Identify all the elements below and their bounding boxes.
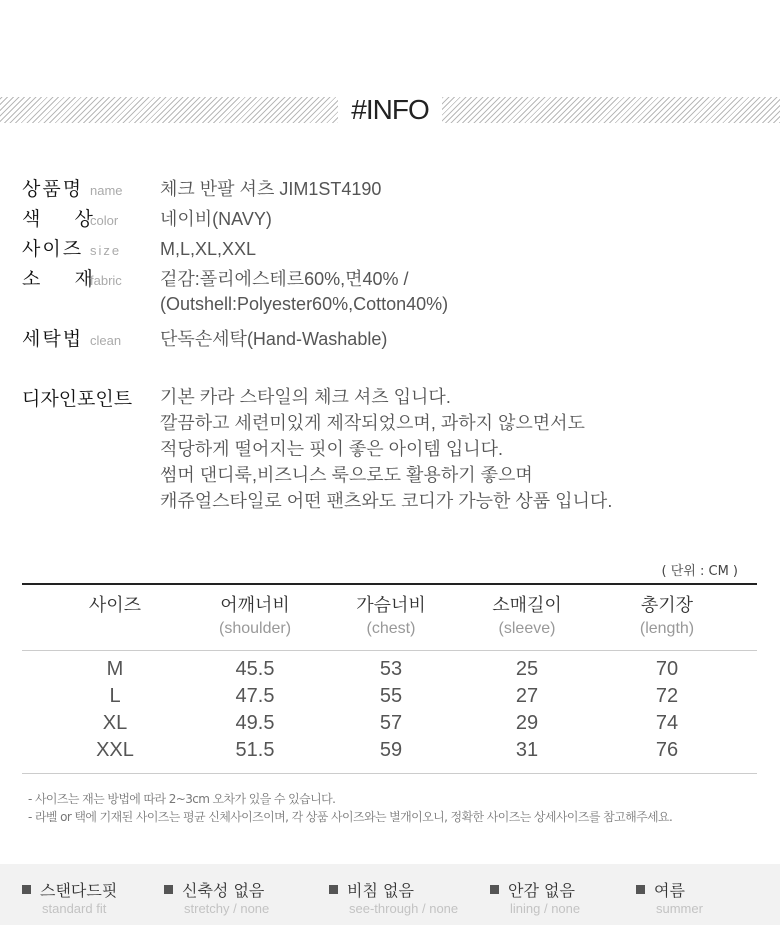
table-cell: M	[106, 658, 124, 680]
feature-season	[636, 878, 703, 917]
header-main: 가슴너비	[356, 595, 426, 616]
header-chest	[321, 585, 461, 641]
feature-label: 여름	[654, 881, 685, 900]
product-spec	[22, 174, 762, 354]
table-cell: 47.5	[235, 685, 275, 707]
table-cell: 45.5	[235, 658, 275, 680]
spec-value: 겉감:폴리에스테르60%,면40% /	[160, 269, 409, 289]
feature-label: 스탠다드핏	[40, 881, 118, 900]
table-header	[22, 585, 757, 651]
table-cell: XL	[102, 712, 128, 734]
design-line: 캐쥬얼스타일로 어떤 팬츠와도 코디가 가능한 상품 입니다.	[160, 491, 613, 511]
feature-label: 안감 없음	[508, 881, 575, 900]
table-cell: L	[109, 685, 121, 707]
square-bullet-icon	[22, 885, 31, 894]
header-sub: (length)	[639, 620, 695, 637]
design-line: 깔끔하고 세련미있게 제작되었으며, 과하지 않으면서도	[160, 413, 585, 433]
spec-value: 네이비(NAVY)	[160, 209, 272, 229]
square-bullet-icon	[164, 885, 173, 894]
design-line: 적당하게 떨어지는 핏이 좋은 아이템 입니다.	[160, 439, 503, 459]
spec-value: 단독손세탁(Hand-Washable)	[160, 329, 388, 349]
header-main: 총기장	[640, 595, 694, 616]
size-notes	[28, 790, 672, 826]
note-line: - 사이즈는 재는 방법에 따라 2~3cm 오차가 있을 수 있습니다.	[28, 792, 336, 806]
spec-label: 사이즈	[22, 238, 84, 260]
feature-sub: see-through / none	[349, 901, 459, 916]
spec-value: 체크 반팔 셔츠 JIM1ST4190	[160, 179, 382, 199]
design-point	[22, 384, 762, 514]
feature-sub: standard fit	[42, 901, 107, 916]
table-cell: 49.5	[235, 712, 275, 734]
header-main: 사이즈	[88, 595, 142, 616]
table-cell: XXL	[96, 739, 134, 761]
table-cell: 72	[655, 685, 679, 707]
spec-sub-label: color	[90, 213, 119, 228]
spec-label: 색 상	[22, 208, 95, 230]
header-main: 소매길이	[492, 595, 562, 616]
square-bullet-icon	[636, 885, 645, 894]
design-description	[160, 384, 612, 514]
header-sub: (chest)	[366, 620, 416, 637]
header-sub: (shoulder)	[218, 620, 292, 637]
header-length	[597, 585, 737, 641]
spec-row-fabric-continued	[22, 294, 762, 324]
feature-seethrough	[329, 878, 458, 917]
spec-row-fabric	[22, 264, 762, 294]
column-chest	[321, 656, 461, 764]
feature-stretch	[164, 878, 269, 917]
table-cell: 53	[379, 658, 403, 680]
spec-value: (Outshell:Polyester60%,Cotton40%)	[160, 294, 449, 314]
column-shoulder	[185, 656, 325, 764]
spec-row-clean	[22, 324, 762, 354]
header-sub: (sleeve)	[498, 620, 556, 637]
design-line: 기본 카라 스타일의 체크 셔츠 입니다.	[160, 387, 451, 407]
unit-label: ( 단위 : CM )	[661, 564, 738, 579]
feature-label: 비침 없음	[347, 881, 414, 900]
spec-value: M,L,XL,XXL	[160, 239, 257, 259]
header-size	[45, 585, 185, 617]
header-shoulder	[185, 585, 325, 641]
spec-sub-label: fabric	[90, 273, 122, 288]
design-line: 썸머 댄디룩,비즈니스 룩으로도 활용하기 좋으며	[160, 465, 533, 485]
table-cell: 70	[655, 658, 679, 680]
table-cell: 29	[515, 712, 539, 734]
spec-row-color	[22, 204, 762, 234]
spec-sub-label: name	[90, 183, 123, 198]
spec-label: 상품명	[22, 178, 84, 200]
section-title: #INFO	[338, 95, 442, 125]
square-bullet-icon	[329, 885, 338, 894]
header-sleeve	[457, 585, 597, 641]
feature-sub: lining / none	[510, 901, 581, 916]
feature-bar	[0, 864, 780, 925]
table-cell: 25	[515, 658, 539, 680]
spec-label: 소 재	[22, 268, 95, 290]
spec-row-size	[22, 234, 762, 264]
table-cell: 74	[655, 712, 679, 734]
design-label: 디자인포인트	[22, 388, 133, 410]
spec-label: 세탁법	[22, 328, 84, 350]
note-line: - 라벨 or 택에 기재된 사이즈는 평균 신체사이즈이며, 각 상품 사이즈와는 별개이오니, 정확한 사이즈는 상세사이즈를 참고해주세요.	[28, 810, 673, 824]
column-sleeve	[457, 656, 597, 764]
size-table	[22, 583, 757, 774]
feature-label: 신축성 없음	[182, 881, 265, 900]
table-body	[22, 651, 757, 774]
table-cell: 51.5	[235, 739, 275, 761]
table-cell: 59	[379, 739, 403, 761]
feature-sub: stretchy / none	[184, 901, 270, 916]
table-cell: 27	[515, 685, 539, 707]
spec-row-name	[22, 174, 762, 204]
table-cell: 31	[515, 739, 539, 761]
table-cell: 76	[655, 739, 679, 761]
column-size	[45, 656, 185, 764]
feature-sub: summer	[656, 901, 703, 916]
spec-sub-label: size	[90, 243, 122, 258]
spec-sub-label: clean	[90, 333, 122, 348]
feature-fit	[22, 878, 117, 917]
table-cell: 57	[379, 712, 403, 734]
feature-lining	[490, 878, 580, 917]
column-length	[597, 656, 737, 764]
table-cell: 55	[379, 685, 403, 707]
header-main: 어깨너비	[220, 595, 290, 616]
square-bullet-icon	[490, 885, 499, 894]
